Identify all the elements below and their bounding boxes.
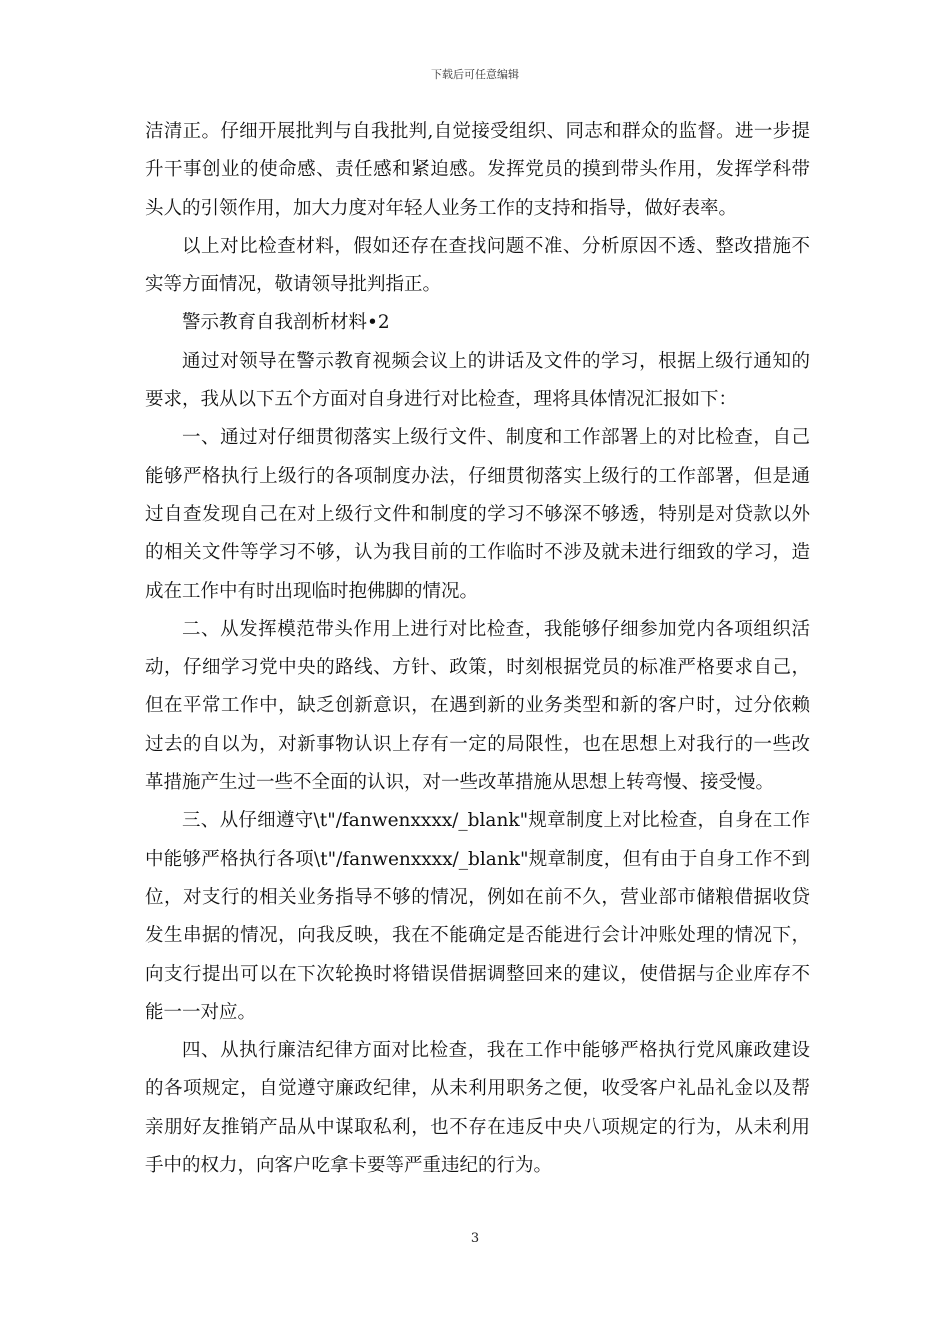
page-number: 3 [470,1231,480,1246]
paragraph-summary: 以上对比检查材料，假如还存在查找问题不准、分析原因不透、整改措施不实等方面情况，敬请领导批判指正。 [145,235,810,296]
page-header: 下载后可任意编辑 [431,68,519,81]
document-body [145,113,810,1185]
paragraph-item-1: 一、通过对仔细贯彻落实上级行文件、制度和工作部署上的对比检查，自己能够严格执行上级行的各项制度办法，仔细贯彻落实上级行的工作部署，但是通过自查发现自己在对上级行文件和制度的学习不够深不够透，特别是对贷款以外的相关文件等学习不够，认为我目前的工作临时不涉及就未进行细致的学习，造成在工作中有时出现临时抱佛脚的情况。 [145,427,810,602]
paragraph-item-3: 三、从仔细遵守\t"/fanwenxxxx/_blank"规章制度上对比检查，自身在工作中能够严格执行各项\t"/fanwenxxxx/_blank"规章制度，但有由于自身工作不到位，对支行的相关业务指导不够的情况，例如在前不久，营业部市储粮借据收贷发生串据的情况，向我反映，我在不能确定是否能进行会计冲账处理的情况下，向支行提出可以在下次轮换时将错误借据调整回来的建议，使借据与企业库存不能一一对应。 [145,810,810,1023]
paragraph-continuation: 洁清正。仔细开展批判与自我批判,自觉接受组织、同志和群众的监督。进一步提升干事创业的使命感、责任感和紧迫感。发挥党员的摸到带头作用，发挥学科带头人的引领作用，加大力度对年轻人业务工作的支持和指导，做好表率。 [145,121,810,219]
paragraph-item-4: 四、从执行廉洁纪律方面对比检查，我在工作中能够严格执行党风廉政建设的各项规定，自觉遵守廉政纪律，从未利用职务之便，收受客户礼品礼金以及帮亲朋好友推销产品从中谋取私利，也不存在违反中央八项规定的行为，从未利用手中的权力，向客户吃拿卡要等严重违纪的行为。 [145,1040,810,1177]
paragraph-intro: 通过对领导在警示教育视频会议上的讲话及文件的学习，根据上级行通知的要求，我从以下五个方面对自身进行对比检查，理将具体情况汇报如下： [145,350,810,411]
paragraph-item-2: 二、从发挥模范带头作用上进行对比检查，我能够仔细参加党内各项组织活动，仔细学习党中央的路线、方针、政策，时刻根据党员的标准严格要求自己，但在平常工作中，缺乏创新意识，在遇到新的业务类型和新的客户时，过分依赖过去的自以为，对新事物认识上存有一定的局限性，也在思想上对我行的一些改革措施产生过一些不全面的认识，对一些改革措施从思想上转弯慢、接受慢。 [145,618,810,794]
section-title: 警示教育自我剖析材料•2 [182,312,390,334]
